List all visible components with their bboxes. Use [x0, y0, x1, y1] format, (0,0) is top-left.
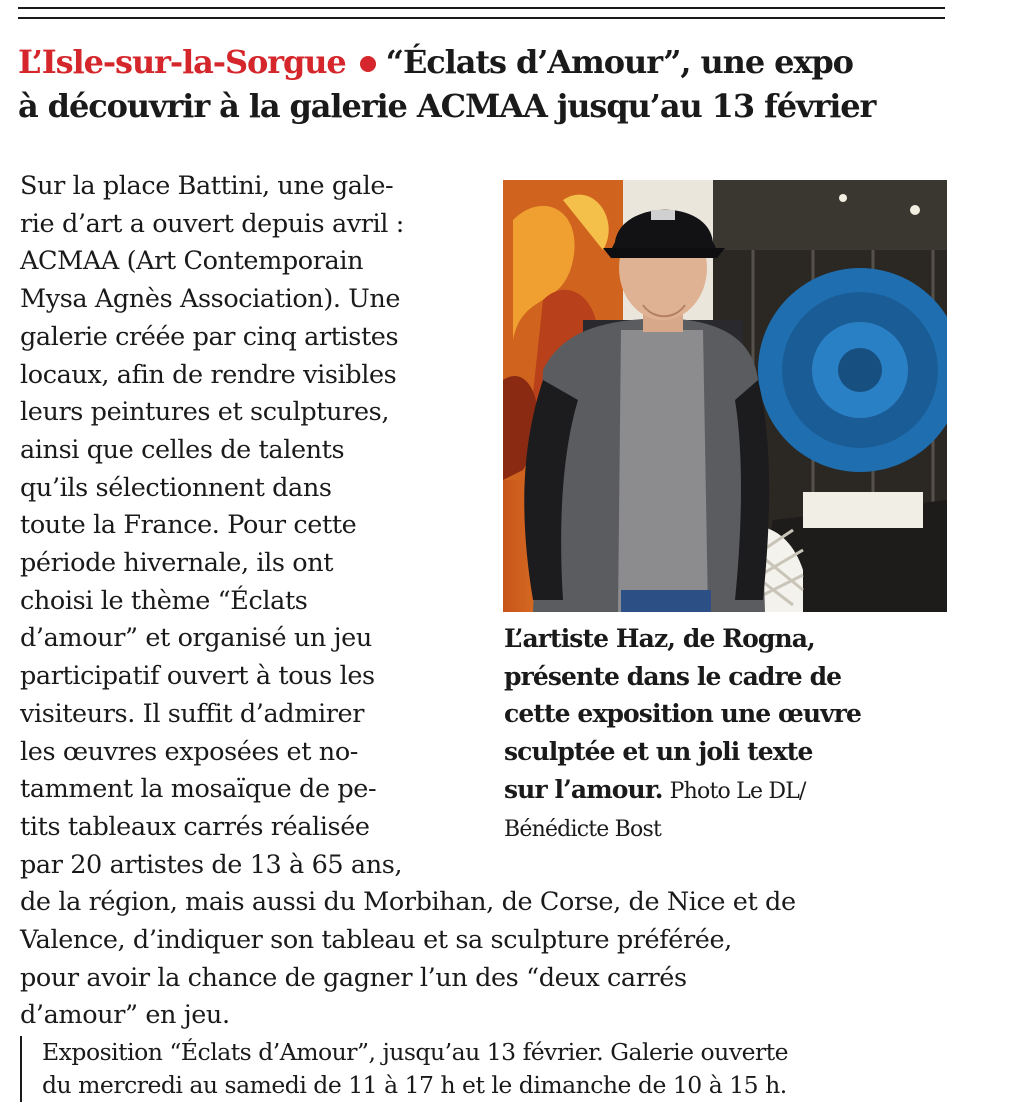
- photo-credit-author: Bénédicte Bost: [504, 816, 662, 842]
- location-label: L’Isle-sur-la-Sorgue: [18, 43, 346, 81]
- body-line: leurs peintures et sculptures,: [20, 397, 390, 428]
- body-line: pour avoir la chance de gagner l’un des “deux carrés: [20, 962, 687, 993]
- headline-line-1: [18, 40, 953, 84]
- body-line: visiteurs. Il suffit d’admirer: [20, 698, 365, 729]
- caption-line: L’artiste Haz, de Rogna,: [504, 624, 815, 653]
- body-line: participatif ouvert à tous les: [20, 661, 375, 692]
- top-rule: [18, 7, 945, 9]
- caption-line: sculptée et un joli texte: [504, 737, 813, 767]
- body-line: tits tableaux carrés réalisée: [20, 811, 370, 842]
- caption-line: cette exposition une œuvre: [504, 699, 862, 729]
- info-line: Exposition “Éclats d’Amour”, jusqu’au 13 février. Galerie ouverte: [42, 1038, 789, 1066]
- photo-credit: Photo Le DL/: [669, 778, 806, 804]
- body-line: les œuvres exposées et no-: [20, 736, 358, 767]
- artist-photo-illustration: [503, 180, 947, 612]
- headline-title-part-2: à découvrir à la galerie ACMAA jusqu’au 13 février: [18, 87, 876, 125]
- caption-line: présente dans le cadre de: [504, 661, 842, 691]
- body-line: d’amour” et organisé un jeu: [20, 623, 372, 654]
- body-line: choisi le thème “Éclats: [20, 585, 308, 616]
- body-line: toute la France. Pour cette: [20, 510, 357, 541]
- photo-caption: [504, 620, 944, 848]
- body-line: tamment la mosaïque de pe-: [20, 774, 377, 805]
- exhibition-info-box: [20, 1036, 972, 1102]
- artist-photo: [503, 180, 947, 612]
- body-line: galerie créée par cinq artistes: [20, 321, 399, 352]
- caption-line: sur l’amour.: [504, 774, 663, 804]
- body-line: Mysa Agnès Association). Une: [20, 284, 401, 315]
- caption-last-line: [504, 771, 944, 811]
- body-line: Sur la place Battini, une gale-: [20, 171, 394, 201]
- body-line: par 20 artistes de 13 à 65 ans,: [20, 849, 403, 880]
- top-rule-second: [18, 17, 945, 19]
- body-line: période hivernale, ils ont: [20, 548, 334, 579]
- body-line: Valence, d’indiquer son tableau et sa sculpture préférée,: [20, 925, 732, 956]
- bullet-dot-icon: [360, 56, 376, 72]
- body-line: d’amour” en jeu.: [20, 1000, 230, 1031]
- body-line: locaux, afin de rendre visibles: [20, 359, 397, 390]
- body-line: ACMAA (Art Contemporain: [20, 246, 364, 277]
- body-line: ainsi que celles de talents: [20, 434, 345, 465]
- body-line: rie d’art a ouvert depuis avril :: [20, 208, 404, 239]
- article-headline: [18, 40, 953, 128]
- body-line: de la région, mais aussi du Morbihan, de Corse, de Nice et de: [20, 887, 796, 918]
- info-line: du mercredi au samedi de 11 à 17 h et le dimanche de 10 à 15 h.: [42, 1071, 787, 1099]
- headline-title-part-1: “Éclats d’Amour”, une expo: [385, 43, 853, 81]
- body-line: qu’ils sélectionnent dans: [20, 472, 332, 503]
